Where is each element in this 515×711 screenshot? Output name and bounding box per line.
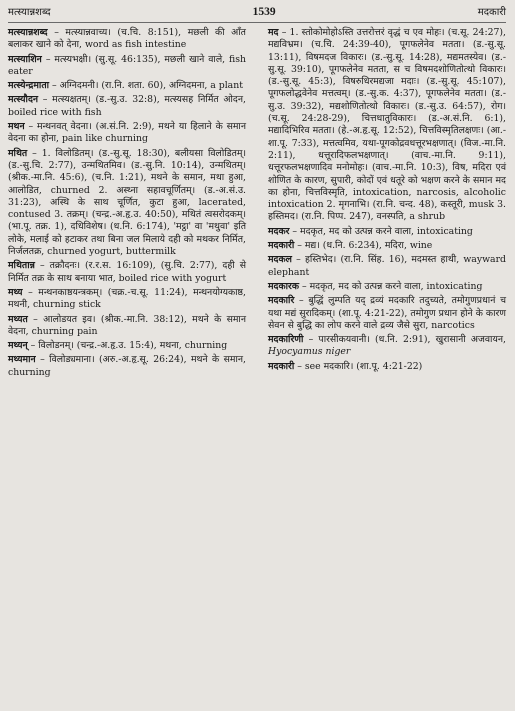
entry-definition: – मत्स्यान्नवाच्य। (च.चि. 8:151), मछली की आँत बलाकर खाने को देना, word as fish intestine [8,27,246,51]
entry-headword: मदकारि [268,295,295,307]
entry-headword: मथ्यमान [8,354,36,366]
entry-headword: मथ्यत [8,313,28,325]
entry-latin-name: Hyocyamus niger [268,346,351,358]
entry-definition: – मन्थनवत् वेदना। (अ.सं.नि. 2:9), मथने या हिलाने के समान वेदना का होना, pain like churning [8,121,246,145]
entry-definition: – बुद्धिं लुम्पति यद् द्रव्यं मदकारि तदुच्यते, तमोगुणप्रधानं च यथा मद्यं सुरादिकम्। (शा.पू. 4:21-22), तमोगुण प्रधान होने के कारण सेवन से बुद्धि का लोप करने वाले द्रव्य जैसे सुरा, narcotics [268,295,506,331]
entry-headword: मत्स्यौदन [8,94,39,106]
entry-headword: मद [268,27,279,38]
dictionary-entry [8,148,246,259]
dictionary-entry [268,27,506,224]
dictionary-entry [268,254,506,279]
dictionary-entry [8,314,246,339]
entry-headword: मदकारक [268,280,299,292]
entry-definition: – विलोड्यमाना। (अरु.-अ.हृ.सू. 26:24), मथने के समान, churning [8,354,246,378]
header-rule [8,22,506,23]
left-column [8,27,246,381]
entry-definition: – मन्थनकाष्ठयन्त्रकम्। (चक्र.-च.सू. 11:24), मन्थनयोग्यकाष्ठ, मथनी, churning stick [8,286,246,311]
dictionary-entry [8,354,246,379]
entry-headword: मदकारी [268,240,295,252]
page-number: 1539 [252,6,276,18]
entry-definition: – तक्रौदनः। (र.र.स. 16:109), (सु.चि. 2:77), दही से निर्मित तक्र के साथ बनाया भात, boiled rice with yogurt [8,260,246,284]
dictionary-entry [268,334,506,359]
dictionary-entry [8,54,246,79]
header-left-guideword: मत्स्यान्नशब्द [8,7,51,18]
entry-headword: मथितान्न [8,260,35,272]
entry-headword: मत्स्याशिन [8,53,42,65]
entry-definition: – मदकृत, मद को उत्पन्न करने वाला, intoxicating [292,225,473,237]
entry-definition: – आलोडयत इव। (श्रीक.-मा.नि. 38:12), मथने के समान वेदना, churning pain [8,313,246,337]
entry-headword: मत्स्यान्नशब्द [8,27,48,38]
page-header [8,4,506,22]
dictionary-entry [8,340,246,352]
entry-headword: मथित [8,147,28,159]
entry-headword: मथन [8,121,25,133]
entry-headword: मदकर [268,225,290,237]
entry-headword: मथ्यन् [8,340,28,352]
dictionary-entry [8,94,246,119]
dictionary-entry [268,226,506,238]
entry-definition: – मत्स्यक्षतम्। (ड.-सु.उ. 32:8), मत्स्यसह निर्मित ओदन, boiled rice with fish [8,94,246,118]
entry-definition: – विलोडनम्। (चन्द्र.-अ.हृ.उ. 15:4), मथना, churning [30,340,228,352]
dictionary-entry [8,27,246,52]
dictionary-entry [268,361,506,373]
entry-headword: मदकारिणी [268,334,304,346]
entry-definition: – पारसीकयवानी। (ध.नि. 2:91), खुरासानी अजवायन, [308,334,506,346]
dictionary-entry [8,287,246,312]
header-right-guideword: मदकारी [477,7,506,18]
dictionary-entry [8,80,246,92]
entry-definition: – मत्स्यभक्षी। (सु.सू. 46:135), मछली खाने वाले, fish eater [8,53,246,77]
two-column-body [8,27,506,381]
entry-definition: – 1. स्तोकोमोहोऽस्ति उत्तरोत्तरं वृद्धं च एव मोहः। (च.सू. 24:27), मद्यविभ्रम। (च.चि. 24:39-40), पूगफलेनेव मतता। (ड.-सु.सू. 13:11), विषमदज विकारः। (ड.-सु.सू. 14:28), मद्यमतस्येव। (ड.-सु.सू. 39:10), पूगफलेनेव मतता, स च विषमदशोणितोत्थो विकारः। (ड.-सु.सू. 45:3), विषरुधिरमद्यजा मदाः। (ड.-सु.सू. 45:107), पूगफलोद्धवेनेव मत्तत्वम्। (ड.-सु.क. 4:37), पूगफलेनेव मतता। (ड.-सु.उ. 39:32), मद्यशोणितोत्थो विकारः। (ड.-सु.उ. 64:57), रोग। (च.सू. 24:28-29), चित्तधातुविकारः। (ड.-अ.सं.नि. 6:1), मद्यादिभिरिव मतता। (हे.-अ.हृ.सू. 12:52), चित्तविस्मृतिलक्षणः। (आ.-शा.पू. 7:33), मत्तत्वमिव, यथा-पूगकोद्रवधत्तूरभक्षणात्। (विज.-मा.नि. 2:11), धत्तूरादिफलभक्षणात्। (वाच.-मा.नि. 9:11), धत्तूरफलभक्षणादिव मनोमोहः। (वाच.-मा.नि. 10:3), विष, मदिरा एवं शोणित के कारण, सुपारी, कोदों एवं धतूरे को भक्षण करने के समान मद का होना, चित्तविस्मृति, intoxication, narcosis, alcoholic intoxication 2. मृगनाभि। (रा.नि. चन्द. 48), कस्तूरी, musk 3. हस्तिमद। (रा.नि. पिप्प. 247), वनस्पति, a shrub [268,27,506,223]
entry-definition: – मद्य। (ध.नि. 6:234), मदिरा, wine [297,240,433,252]
entry-definition: – see मदकारि। (शा.पू. 4:21-22) [297,360,423,372]
dictionary-entry [8,121,246,146]
right-column [268,27,506,381]
entry-headword: मदकारी [268,360,295,372]
dictionary-entry [268,295,506,332]
dictionary-entry [8,260,246,285]
entry-definition: – हस्तिभेद। (रा.नि. सिंह. 16), मदमस्त हाथी, wayward elephant [268,254,506,278]
entry-definition: – अग्निदमनी। (रा.नि. शता. 60), अग्निदमना, a plant [52,80,243,92]
entry-headword: मथ्य [8,286,23,298]
entry-definition: – 1. विलोडितम्। (ड.-सु.सू. 18:30), बलीयसा विलोडितम्। (ड.-सु.चि. 2:77), उन्मथितमिव। (ड.-सु.नि. 10:14), उन्मथितम्। (श्रीक.-मा.नि. 45:6), (च.नि. 1:21), मथने के समान, मथा हुआ, आलोडित, churned 2. अस्थ्ना सहावचूर्णितम्। (ड.-अ.सं.उ. 31:23), अस्थि के साथ चूर्णित, कुटा हुआ, lacerated, contused 3. तक्रम्। (चन्द्र.-अ.हृ.उ. 40:50), मथितं त्वसरोदकम्। (भा.पू. तक्र. 1), दधिविशेष। (ध.नि. 6:174), 'मट्ठा' वा 'मथुवा' इति लोके, मलाई को हटाकर तथा बिना जल मिलाये दही को मथकर निर्मित, निर्जलतक्र, churned yogurt, buttermilk [8,147,246,258]
dictionary-entry [268,240,506,252]
dictionary-entry [268,281,506,293]
entry-headword: मत्स्येन्द्रमाता [8,80,50,92]
entry-definition: – मदकृत, मद को उत्पन्न करने वाला, intoxicating [301,280,483,292]
entry-headword: मदकल [268,254,292,266]
